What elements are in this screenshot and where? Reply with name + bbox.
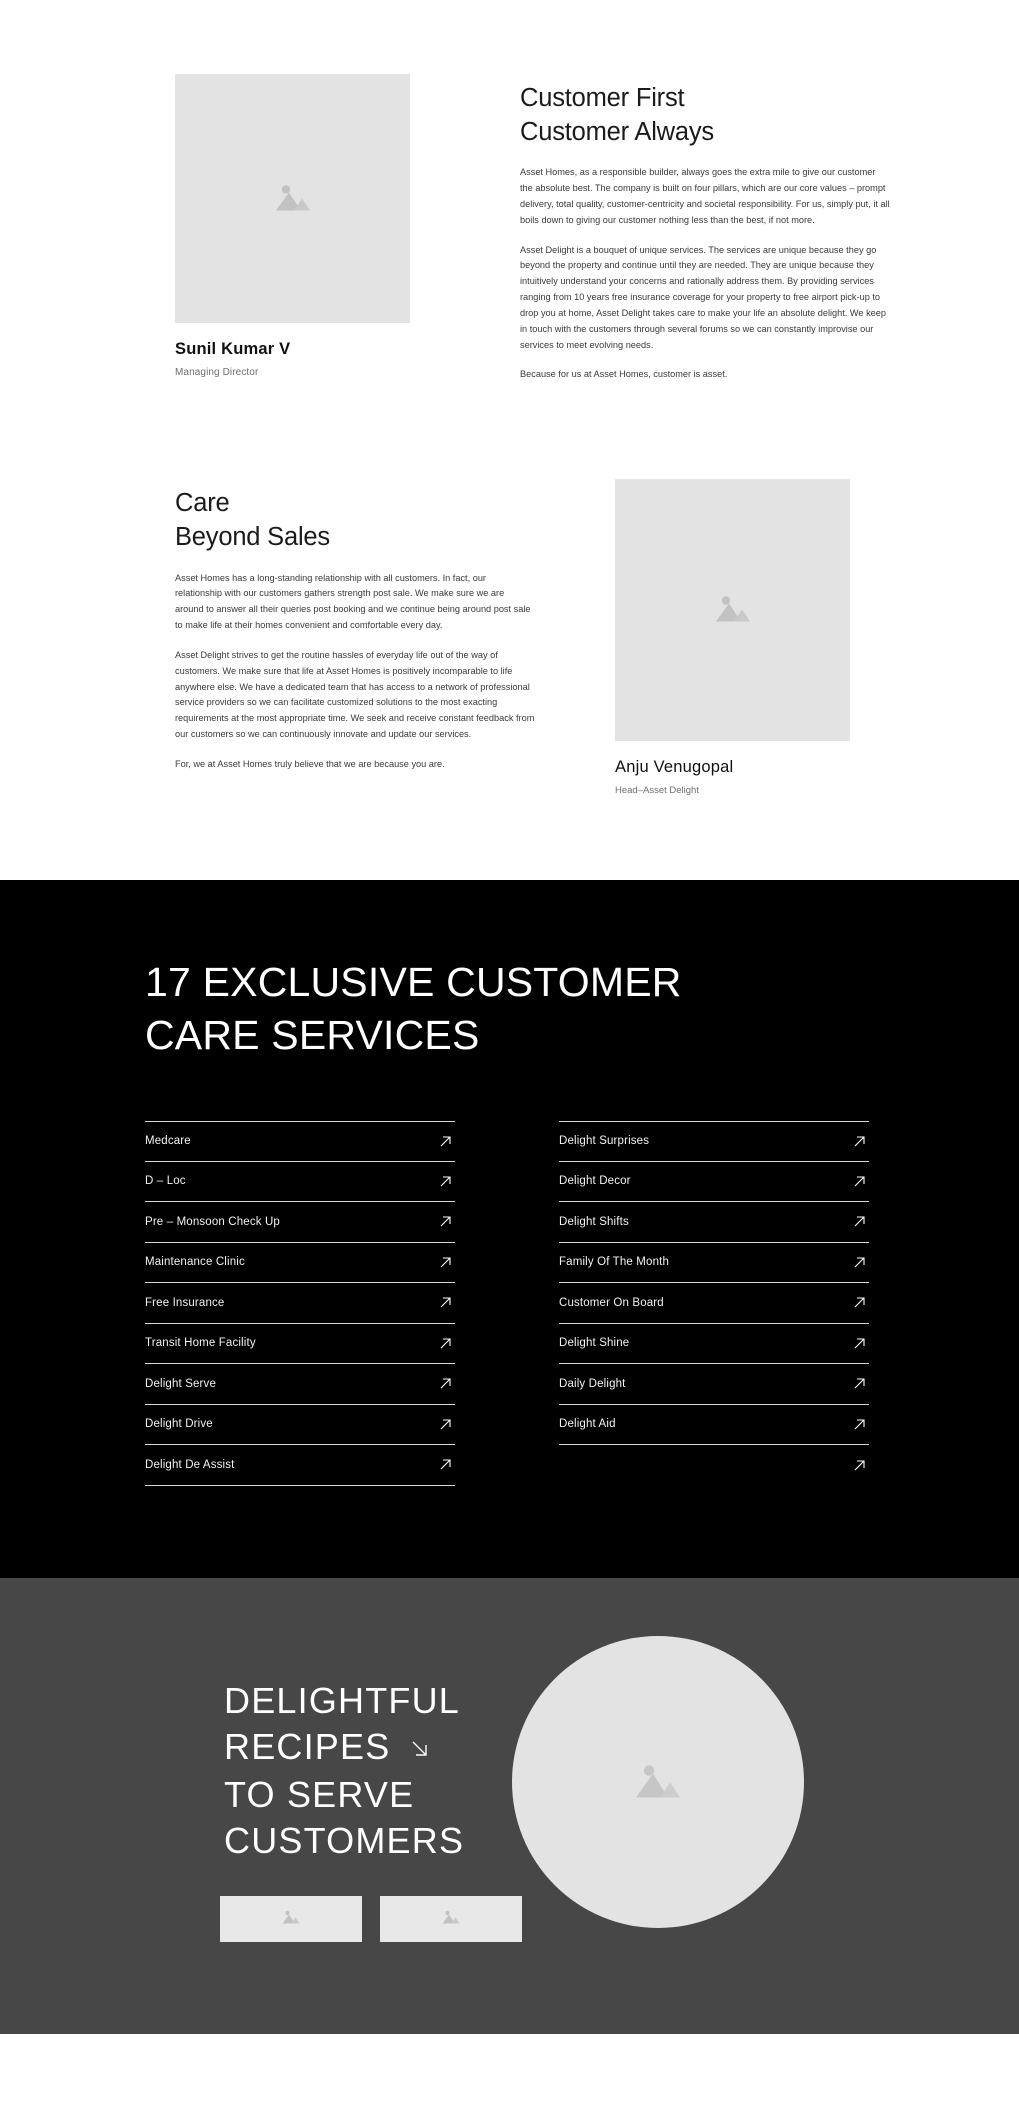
body-paragraph: Because for us at Asset Homes, customer is asset.	[520, 369, 728, 380]
service-item[interactable]	[145, 1202, 455, 1243]
profile-photo-anju	[615, 479, 850, 741]
profile-photo-sunil	[175, 74, 410, 323]
recipe-thumbnail[interactable]	[380, 1896, 522, 1942]
profile-name: Anju Venugopal	[615, 758, 734, 777]
body-paragraph: For, we at Asset Homes truly believe that we are because you are.	[175, 758, 445, 769]
image-placeholder-icon	[712, 592, 754, 629]
arrow-down-right-icon	[408, 1726, 432, 1772]
image-placeholder-icon	[272, 180, 314, 217]
service-label: Delight De Assist	[145, 1458, 235, 1471]
heading-line-1: Care	[175, 489, 230, 518]
recipe-thumbnail[interactable]	[220, 1896, 362, 1942]
service-label: Delight Surprises	[559, 1135, 650, 1148]
arrow-up-right-icon	[852, 1376, 867, 1391]
services-column-left	[145, 1121, 455, 1486]
arrow-up-right-icon	[438, 1174, 453, 1189]
service-item[interactable]	[559, 1405, 869, 1446]
profile-text-column	[175, 479, 535, 796]
service-item[interactable]	[145, 1283, 455, 1324]
profile-image-column	[175, 74, 410, 383]
arrow-up-right-icon	[852, 1458, 867, 1473]
service-label: Delight Serve	[145, 1377, 216, 1390]
service-label: D – Loc	[145, 1175, 186, 1188]
service-label: Medcare	[145, 1135, 191, 1148]
arrow-up-right-icon	[852, 1417, 867, 1432]
service-item[interactable]	[145, 1364, 455, 1405]
service-label: Family Of The Month	[559, 1256, 670, 1269]
body-paragraph: Asset Homes, as a responsible builder, always goes the extra mile to give our customer the absolute best. The company is built on four pillars, which are our core values – prompt delivery, total quality, customer-centricity and societal responsibility. For us, simply put, it all boils down to giving our customer nothing less than the best, if not more.	[520, 167, 890, 225]
services-title-line-2: CARE SERVICES	[145, 1011, 480, 1058]
recipes-circle-image	[512, 1636, 804, 1928]
services-grid	[145, 1121, 1019, 1486]
arrow-up-right-icon	[438, 1134, 453, 1149]
arrow-up-right-icon	[438, 1336, 453, 1351]
service-item-placeholder[interactable]	[559, 1445, 869, 1486]
recipes-title-line-4: CUSTOMERS	[224, 1819, 465, 1861]
service-label: Daily Delight	[559, 1377, 626, 1390]
service-label: Transit Home Facility	[145, 1337, 256, 1350]
service-label: Delight Shifts	[559, 1215, 629, 1228]
recipes-section	[0, 1578, 1019, 2034]
image-placeholder-icon	[280, 1908, 302, 1929]
service-item[interactable]	[559, 1364, 869, 1405]
heading-line-1: Customer First	[520, 84, 685, 112]
service-label: Delight Shine	[559, 1337, 630, 1350]
arrow-up-right-icon	[852, 1336, 867, 1351]
service-item[interactable]	[145, 1243, 455, 1284]
service-item[interactable]	[559, 1243, 869, 1284]
section-heading	[520, 82, 890, 149]
service-item[interactable]	[559, 1162, 869, 1203]
arrow-up-right-icon	[852, 1174, 867, 1189]
profile-text-column	[520, 74, 890, 383]
arrow-up-right-icon	[852, 1214, 867, 1229]
services-title-line-1: 17 EXCLUSIVE CUSTOMER	[145, 959, 682, 1006]
service-item[interactable]	[145, 1121, 455, 1162]
service-label: Free Insurance	[145, 1296, 225, 1309]
profile-role: Managing Director	[175, 367, 259, 378]
recipes-title	[224, 1678, 464, 1864]
profile-image-column	[615, 479, 850, 796]
service-item[interactable]	[559, 1121, 869, 1162]
arrow-up-right-icon	[438, 1457, 453, 1472]
service-label: Delight Aid	[559, 1418, 616, 1431]
arrow-up-right-icon	[852, 1134, 867, 1149]
body-paragraph: Asset Delight strives to get the routine hassles of everyday life out of the way of customers. We make sure that life at Asset Homes is positively incomparable to life anywhere else. We have a dedicated team that has access to a network of professional service providers so we can facilitate customized solutions to the most exacting requirements at the most appropriate time. We seek and receive constant feedback from our customers so we can continuously innovate and update our services.	[175, 649, 535, 740]
recipes-title-line-2: RECIPES	[224, 1725, 391, 1767]
recipes-title-line-3: TO SERVE	[224, 1773, 415, 1815]
service-label: Delight Drive	[145, 1418, 213, 1431]
heading-line-2: Beyond Sales	[175, 522, 330, 551]
service-label: Maintenance Clinic	[145, 1256, 245, 1269]
arrow-up-right-icon	[438, 1214, 453, 1229]
service-label: Pre – Monsoon Check Up	[145, 1215, 280, 1228]
recipes-title-line-2-wrap	[224, 1724, 464, 1772]
service-item[interactable]	[559, 1202, 869, 1243]
services-column-right	[559, 1121, 869, 1486]
service-item[interactable]	[145, 1405, 455, 1446]
heading-line-2: Customer Always	[520, 117, 714, 146]
profile-block-customer-first	[0, 0, 1019, 383]
service-item[interactable]	[145, 1445, 455, 1486]
image-placeholder-icon	[440, 1908, 462, 1929]
service-label: Delight Decor	[559, 1175, 631, 1188]
service-item[interactable]	[145, 1324, 455, 1365]
service-item[interactable]	[559, 1324, 869, 1365]
arrow-up-right-icon	[438, 1295, 453, 1310]
services-section	[0, 880, 1019, 1577]
arrow-up-right-icon	[852, 1255, 867, 1270]
service-label: Customer On Board	[559, 1296, 664, 1309]
services-title	[145, 956, 845, 1061]
image-placeholder-icon	[632, 1759, 684, 1804]
profile-name: Sunil Kumar V	[175, 340, 291, 358]
arrow-up-right-icon	[438, 1376, 453, 1391]
arrow-up-right-icon	[852, 1295, 867, 1310]
body-paragraph: Asset Delight is a bouquet of unique services. The services are unique because they go beyond the property and continue until they are needed. They are unique because they intuitively understand your concerns and rationally address them. By providing services ranging from 10 years free insurance coverage for your property to free airport pick-up to drop you at home, Asset Delight takes care to make your life an absolute delight. We keep in touch with the customers through several forums so we can constantly improvise our services to meet evolving needs.	[520, 244, 887, 350]
body-paragraph: Asset Homes has a long-standing relationship with all customers. In fact, our relationship with our customers gathers strength post sale. We make sure we are around to answer all their queries post booking and we continue being around post sale to make life at their homes convenient and comfortable every day.	[175, 572, 531, 631]
recipes-thumbnail-row	[220, 1896, 522, 1942]
recipes-title-line-1: DELIGHTFUL	[224, 1679, 461, 1721]
service-item[interactable]	[145, 1162, 455, 1203]
profile-role: Head–Asset Delight	[615, 785, 699, 797]
service-item[interactable]	[559, 1283, 869, 1324]
section-heading	[175, 487, 535, 554]
leadership-section	[0, 0, 1019, 880]
arrow-up-right-icon	[438, 1255, 453, 1270]
profile-block-care-beyond-sales	[0, 479, 1019, 880]
arrow-up-right-icon	[438, 1417, 453, 1432]
